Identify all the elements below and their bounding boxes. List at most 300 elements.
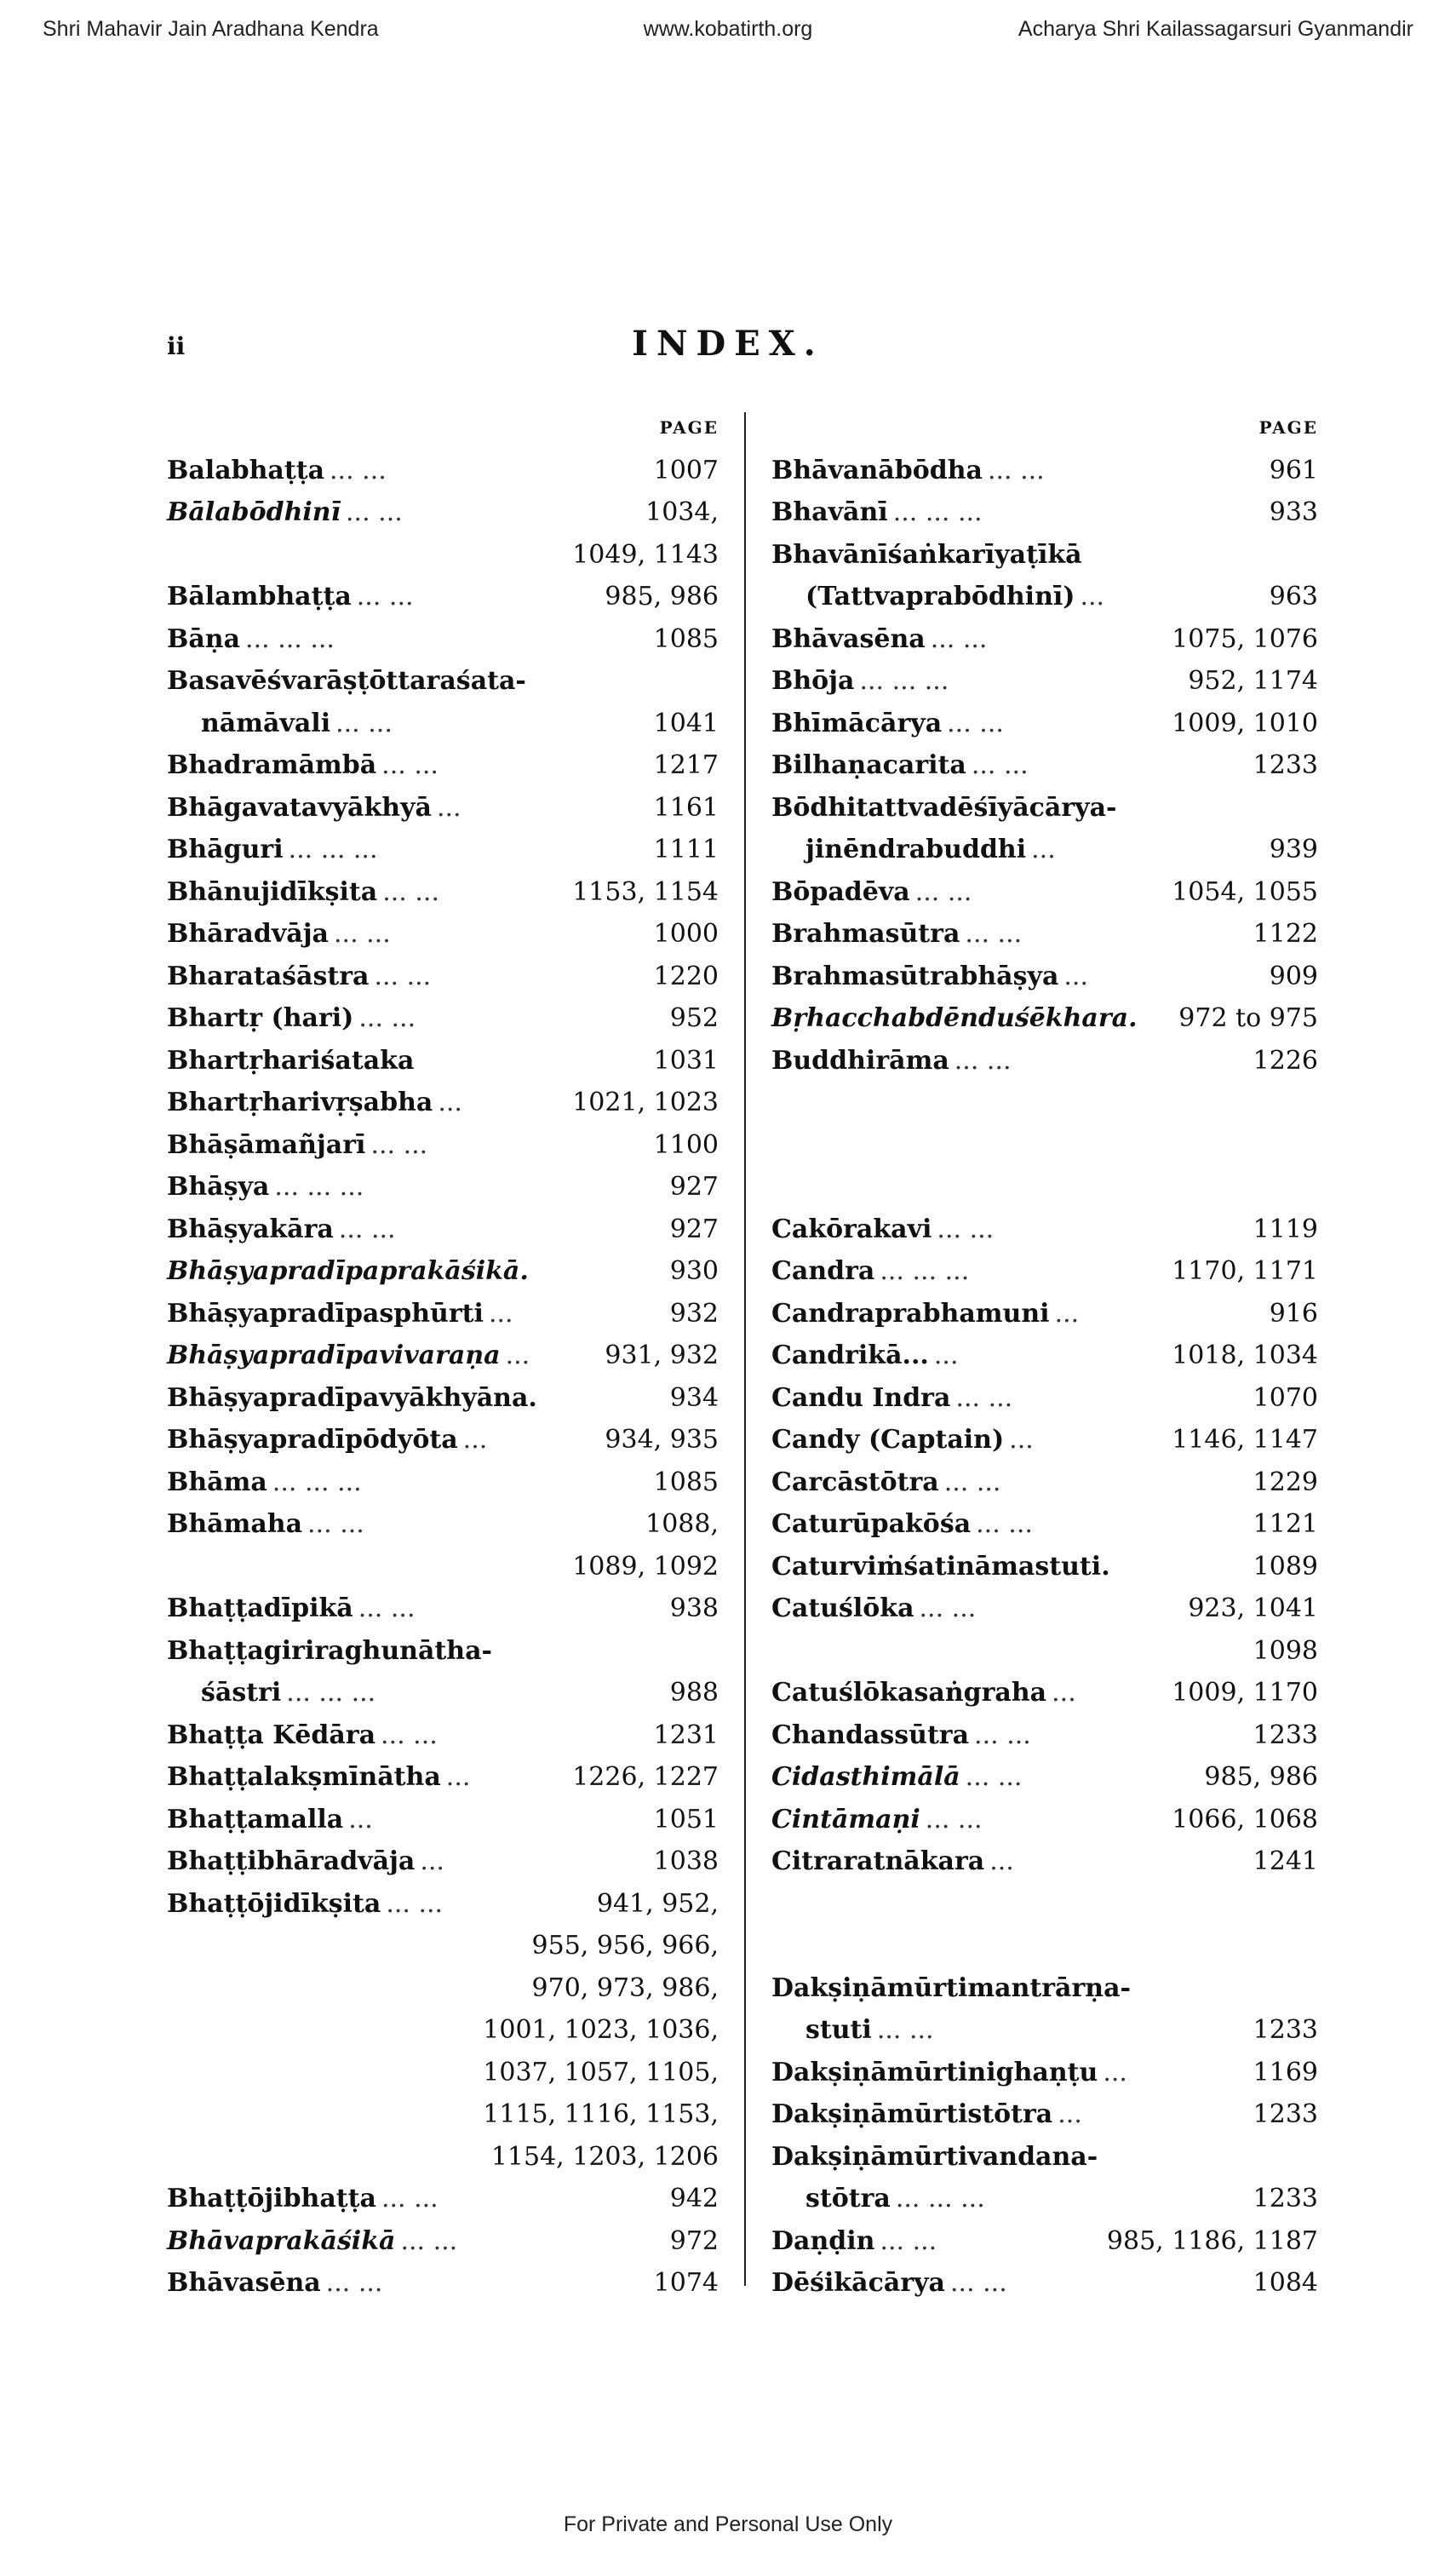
entry-pages: 942 [669,2184,719,2213]
entry-leader-dots [537,1377,670,1420]
entry-leader-dots: ... [438,1088,462,1117]
entry-pages: 1241 [1253,1846,1318,1876]
entry-pages: 963 [1269,582,1318,611]
index-entry [167,1250,719,1293]
entry-pages: 909 [1269,961,1318,991]
entry-leader-dots: ... [488,1298,513,1329]
index-entry [771,618,1318,661]
entry-pages: 1231 [653,1720,719,1750]
entry-pages: 1041 [653,708,719,738]
entry-leader-dots: ... ... [876,2015,934,2045]
entry-pages: 1233 [1253,2184,1318,2213]
entry-name: Candra [771,1256,875,1286]
entry-leader-dots [1138,997,1179,1040]
entry-pages: 1075, 1076 [1172,623,1318,654]
column-divider [744,412,746,2286]
index-entry [167,1967,719,2010]
entry-pages: 932 [669,1298,719,1329]
entry-pages: 1233 [1253,750,1318,780]
index-entry [167,956,719,998]
entry-pages: 1070 [1253,1382,1318,1413]
entry-name: Bhaṭṭagiriraghunātha- [167,1635,492,1666]
entry-pages: 972 to 975 [1178,1003,1318,1033]
entry-name: Cakōrakavi [771,1214,932,1244]
entry-pages: 972 [669,2225,719,2256]
entry-leader-dots [1116,787,1318,830]
index-entry [771,2178,1318,2220]
page-column-label: PAGE [659,417,719,438]
entry-name: Bhōja [771,666,855,696]
index-entry [771,534,1318,577]
entry-name: Bhāṣyapradīpasphūrti [167,1298,484,1329]
entry-name: Citraratnākara [771,1846,985,1876]
entry-leader-dots: ... ... [374,961,432,991]
entry-pages: 927 [669,1214,719,1244]
index-entry [167,1546,719,1588]
entry-name: Bōpadēva [771,876,910,907]
index-entry [771,491,1318,534]
entry-pages: 1088, [645,1509,719,1539]
index-entry [167,491,719,534]
index-entry [771,1082,1318,1124]
entry-leader-dots: ... ... [307,1509,364,1539]
index-entry [771,1925,1318,1967]
index-entry [167,1630,719,1673]
entry-leader-dots: ... ... [358,1593,416,1623]
entry-leader-dots [529,1250,670,1293]
entry-name: Dakṣiṇāmūrtivandana- [771,2141,1098,2172]
entry-leader-dots: ... [505,1341,530,1370]
entry-leader-dots: ... ... [381,2184,439,2213]
entry-name: nāmāvali [201,708,331,738]
entry-name: Dēśikācārya [771,2268,945,2298]
entry-leader-dots [167,1967,532,2010]
entry-leader-dots [167,534,572,577]
entry-name: Carcāstōtra [771,1467,939,1497]
entry-pages: 961 [1269,455,1318,485]
entry-name: Catuślōka [771,1593,914,1623]
entry-leader-dots [492,1630,719,1673]
entry-name: Bhaṭṭōjibhaṭṭa [167,2184,376,2213]
entry-name: Bhaṭṭa Kēdāra [167,1720,376,1750]
entry-leader-dots [1131,1967,1318,2010]
entry-name: Bhāṣya [167,1172,270,1202]
entry-leader-dots: ... [445,1762,471,1792]
entry-pages: 1111 [653,835,719,864]
entry-name: stuti [805,2015,872,2045]
index-entry [167,1124,719,1167]
index-entry [771,1546,1318,1588]
entry-leader-dots: ... ... [400,2225,458,2256]
index-entry [771,956,1318,998]
entry-leader-dots: ... ... ... [895,2184,985,2213]
entry-pages: 1161 [653,792,719,823]
entry-name: Bhavānīśaṅkarīyaṭīkā [771,539,1082,570]
entry-leader-dots [1082,534,1318,577]
entry-pages: 931, 932 [605,1341,719,1370]
index-entry [167,2052,719,2094]
entry-name: Candy (Captain) [771,1425,1005,1455]
index-entry [167,2178,719,2220]
entry-leader-dots: ... [933,1341,959,1370]
entry-name: Bhāṣyapradīpavyākhyāna. [167,1382,537,1413]
entry-pages: 1034, [645,497,719,527]
entry-name: Caturūpakōśa [771,1509,972,1539]
entry-pages: 1085 [653,1467,719,1497]
index-entry [771,1714,1318,1757]
entry-leader-dots: ... ... [987,455,1045,485]
entry-pages: 1170, 1171 [1172,1256,1318,1286]
entry-leader-dots [526,660,719,703]
index-entry [771,2052,1318,2094]
index-entry [167,744,719,787]
entry-leader-dots [771,1166,1318,1209]
index-entry [167,2220,719,2263]
entry-name: Brahmasūtra [771,919,960,949]
entry-leader-dots: ... ... [346,497,403,527]
entry-leader-dots: ... ... [965,919,1023,949]
index-entry [771,1377,1318,1420]
entry-pages: 1122 [1253,919,1318,949]
index-entry [771,744,1318,787]
header-center-url: www.kobatirth.org [643,17,813,41]
entry-name: Caturviṁśatināmastuti. [771,1551,1110,1582]
entry-pages: 1049, 1143 [572,539,719,570]
entry-leader-dots: ... ... [925,1804,983,1834]
entry-leader-dots: ... ... [382,876,439,907]
entry-pages: 1226 [1253,1045,1318,1076]
entry-name: Dakṣiṇāmūrtinighaṇṭu [771,2057,1098,2087]
entry-pages: 923, 1041 [1188,1593,1318,1623]
index-entry [167,1799,719,1841]
entry-name: stōtra [805,2184,891,2213]
entry-name: Basavēśvarāṣṭōttaraśata- [167,666,526,696]
index-entry [771,1840,1318,1883]
entry-leader-dots [771,1630,1253,1673]
index-entry [771,2009,1318,2052]
index-column-right [771,407,1318,2305]
index-entry [167,576,719,618]
entry-leader-dots: ... ... [914,876,972,907]
entry-leader-dots: ... ... ... [288,835,378,864]
entry-pages: 934 [669,1382,719,1413]
entry-pages: 985, 986 [1204,1762,1318,1792]
entry-name: Dakṣiṇāmūrtistōtra [771,2099,1053,2129]
entry-name: Bhaṭṭamalla [167,1804,344,1834]
entry-leader-dots [167,1925,532,1967]
entry-pages: 1051 [653,1804,719,1834]
entry-leader-dots: ... ... [334,919,391,949]
index-entry [167,787,719,830]
index-column-left [167,407,719,2305]
index-entry [167,2136,719,2179]
entry-name: Bhīmācārya [771,708,943,738]
entry-leader-dots [771,1124,1318,1167]
index-entry [771,2262,1318,2305]
entry-leader-dots: ... ... ... [272,1467,362,1497]
entry-pages: 985, 986 [605,582,719,611]
index-entry [771,1883,1318,1926]
entry-pages: 1229 [1253,1467,1318,1497]
entry-name: Cintāmaṇi [771,1804,920,1834]
index-entry [167,1082,719,1124]
entry-pages: 1084 [1253,2268,1318,2298]
entry-leader-dots [771,1082,1318,1124]
entry-pages: 1089, 1092 [572,1551,719,1582]
index-entry [167,997,719,1040]
entry-name: Bhāma [167,1467,267,1497]
entry-pages: 1038 [653,1846,719,1876]
page-title: INDEX. [632,324,824,364]
entry-leader-dots: ... ... [919,1593,977,1623]
header-left-text: Shri Mahavir Jain Aradhana Kendra [43,17,379,41]
entry-pages: 1098 [1253,1635,1318,1666]
entry-leader-dots: ... ... [358,1003,416,1033]
entry-name: Bhāṣyapradīpavivaraṇa [167,1341,501,1370]
entry-name: Buddhirāma [771,1045,949,1076]
index-entry [771,829,1318,871]
entry-pages: 1031 [653,1045,719,1076]
entry-leader-dots: ... ... [381,750,439,780]
entry-pages: 1007 [653,455,719,485]
entry-pages: 1119 [1253,1214,1318,1244]
entry-pages: 939 [1269,835,1318,864]
index-entry [771,787,1318,830]
index-entry [771,871,1318,914]
index-entry [771,1124,1318,1167]
entry-leader-dots: ... [436,792,461,823]
index-entry [167,534,719,577]
index-entry [771,1293,1318,1335]
entry-leader-dots [771,1883,1318,1926]
index-entry [167,1756,719,1799]
entry-name: Candraprabhamuni [771,1298,1050,1329]
index-entry [771,1672,1318,1714]
index-entry [771,1630,1318,1673]
header-right-text: Acharya Shri Kailassagarsuri Gyanmandir [1017,17,1413,41]
entry-leader-dots: ... ... [954,1045,1012,1076]
entry-leader-dots: ... ... ... [286,1678,376,1708]
entry-pages: 988 [669,1678,719,1708]
entry-name: Bhartṛ (hari) [167,1003,354,1033]
entry-pages: 1009, 1010 [1172,708,1318,738]
entry-name: Cidasthimālā [771,1762,960,1792]
entry-name: jinēndrabuddhi [805,835,1027,864]
index-entry [771,1335,1318,1377]
index-entry [167,1588,719,1630]
entry-name: Bilhaṇacarita [771,750,966,780]
entry-name: Bāṇa [167,623,241,654]
entry-pages: 1037, 1057, 1105, [483,2057,719,2087]
entry-leader-dots: ... [1031,835,1056,864]
entry-pages: 952 [669,1003,719,1033]
index-entry [167,1925,719,1967]
entry-name: Bhaṭṭalakṣmīnātha [167,1762,441,1792]
entry-leader-dots: ... ... ... [859,666,949,696]
entry-pages: 930 [669,1256,719,1286]
index-entry [771,1967,1318,2010]
index-entry [771,703,1318,745]
index-entry [771,1209,1318,1251]
index-entry [167,2009,719,2052]
entry-leader-dots [1098,2136,1318,2179]
entry-name: (Tattvaprabōdhinī) [805,582,1075,611]
index-entry [771,1588,1318,1630]
entry-name: Brahmasūtrabhāṣya [771,961,1059,991]
entry-leader-dots: ... [348,1804,373,1834]
index-entry [771,2136,1318,2179]
entry-name: Bhānujidīkṣita [167,876,378,907]
index-entry [771,997,1318,1040]
entry-name: Dakṣiṇāmūrtimantrārṇa- [771,1972,1131,2003]
entry-leader-dots: ... [1080,582,1105,611]
entry-name: Bhāṣyapradīpōdyōta [167,1425,458,1455]
entry-leader-dots: ... [1058,2099,1082,2129]
entry-name: Bhaṭṭōjidīkṣita [167,1888,381,1919]
entry-pages: 1146, 1147 [1172,1425,1318,1455]
entry-leader-dots: ... ... [974,1720,1031,1750]
entry-pages: 1000 [653,919,719,949]
entry-name: Catuślōkasaṅgraha [771,1678,1047,1708]
entry-leader-dots: ... ... [325,2268,383,2298]
entry-leader-dots [414,1040,653,1082]
entry-pages: 1089 [1253,1551,1318,1582]
entry-leader-dots: ... [462,1425,488,1455]
entry-name: Chandassūtra [771,1720,970,1750]
index-entry [167,1461,719,1504]
entry-name: Bhartṛharivṛṣabha [167,1088,433,1117]
index-entry [167,1883,719,1926]
entry-pages: 1226, 1227 [572,1762,719,1792]
entry-name: śāstri [201,1678,282,1708]
entry-leader-dots: ... ... [943,1467,1001,1497]
entry-name: Bhāvasēna [167,2268,321,2298]
entry-leader-dots: ... ... ... [245,623,335,654]
index-entry [167,829,719,871]
index-entries-left [167,450,719,2305]
entry-name: Bhāvanābōdha [771,455,983,485]
site-header [0,12,1456,46]
entry-pages: 1217 [653,750,719,780]
index-entry [771,913,1318,956]
index-entry [167,1166,719,1209]
entry-leader-dots [1110,1546,1253,1588]
entry-pages: 1154, 1203, 1206 [490,2141,719,2172]
index-entry [167,618,719,661]
entry-pages: 916 [1269,1298,1318,1329]
entry-leader-dots [167,2052,483,2094]
index-entry [167,1209,719,1251]
entry-pages: 1233 [1253,1720,1318,1750]
entry-pages: 938 [669,1593,719,1623]
entry-pages: 1074 [653,2268,719,2298]
index-entry [771,1040,1318,1082]
entry-name: Bhāgavatavyākhyā [167,792,432,823]
index-entry [771,450,1318,492]
index-entry [771,2220,1318,2263]
entry-name: Bhaṭṭibhāradvāja [167,1846,416,1876]
index-entry [167,1503,719,1546]
entry-pages: 1054, 1055 [1172,876,1318,907]
entry-leader-dots: ... ... ... [892,497,983,527]
index-entry [167,1377,719,1420]
entry-leader-dots: ... ... [370,1129,428,1160]
entry-pages: 1121 [1253,1509,1318,1539]
index-entry [167,660,719,703]
index-entry [167,1840,719,1883]
entry-name: Bhavānī [771,497,888,527]
entry-pages: 1153, 1154 [572,876,719,907]
index-entry [771,1166,1318,1209]
index-entry [167,1672,719,1714]
entry-name: Daṇḍin [771,2225,875,2256]
entry-leader-dots: ... ... [971,750,1029,780]
entry-name: Bhāmaha [167,1509,303,1539]
entry-name: Bhāvaprakāśikā [167,2225,396,2256]
index-entry [167,703,719,745]
entry-name: Bhāṣyakāra [167,1214,334,1244]
entry-leader-dots: ... ... [950,2268,1007,2298]
entry-pages: 941, 952, [596,1888,719,1919]
entry-leader-dots: ... ... [937,1214,995,1244]
entry-leader-dots [167,2136,491,2179]
entry-leader-dots [167,2009,483,2052]
entry-pages: 1169 [1253,2057,1318,2087]
index-entry [771,1503,1318,1546]
entry-leader-dots: ... ... [330,455,387,485]
page-footer: For Private and Personal Use Only [563,2512,893,2536]
entry-pages: 933 [1269,497,1318,527]
entry-leader-dots: ... [1054,1298,1080,1329]
entry-leader-dots: ... ... [338,1214,396,1244]
entry-name: Balabhaṭṭa [167,455,325,485]
entry-leader-dots: ... ... [947,708,1004,738]
index-entry [771,660,1318,703]
entry-name: Bhaṭṭadīpikā [167,1593,353,1623]
entry-leader-dots: ... ... [335,708,393,738]
page-column-label: PAGE [1258,417,1318,438]
entry-name: Bṛhacchabdēnduśēkhara. [771,1003,1138,1033]
entry-leader-dots [167,1546,572,1588]
index-entry [167,450,719,492]
entry-pages: 1233 [1253,2015,1318,2045]
entry-name: Bālambhaṭṭa [167,582,352,611]
index-entry [771,1419,1318,1461]
index-entries-right [771,450,1318,2305]
entry-leader-dots: ... [989,1846,1014,1876]
index-entry [167,1335,719,1377]
index-entry [771,1799,1318,1841]
entry-pages: 1021, 1023 [572,1088,719,1117]
entry-leader-dots: ... ... [356,582,414,611]
entry-name: Bharataśāstra [167,961,370,991]
entry-pages: 970, 973, 986, [531,1972,719,2003]
index-entry [167,1714,719,1757]
entry-pages: 1009, 1170 [1172,1678,1318,1708]
entry-leader-dots: ... [1103,2057,1127,2087]
index-entry [771,2093,1318,2136]
index-entry [771,1461,1318,1504]
entry-name: Bhadramāmbā [167,750,377,780]
entry-leader-dots: ... ... [386,1888,444,1919]
entry-name: Bhāvasēna [771,623,926,654]
entry-leader-dots: ... ... ... [880,1256,970,1286]
entry-pages: 1085 [653,623,719,654]
index-entry [771,576,1318,618]
entry-leader-dots: ... ... [381,1720,438,1750]
index-entry [167,1040,719,1082]
entry-leader-dots: ... [1009,1425,1034,1455]
